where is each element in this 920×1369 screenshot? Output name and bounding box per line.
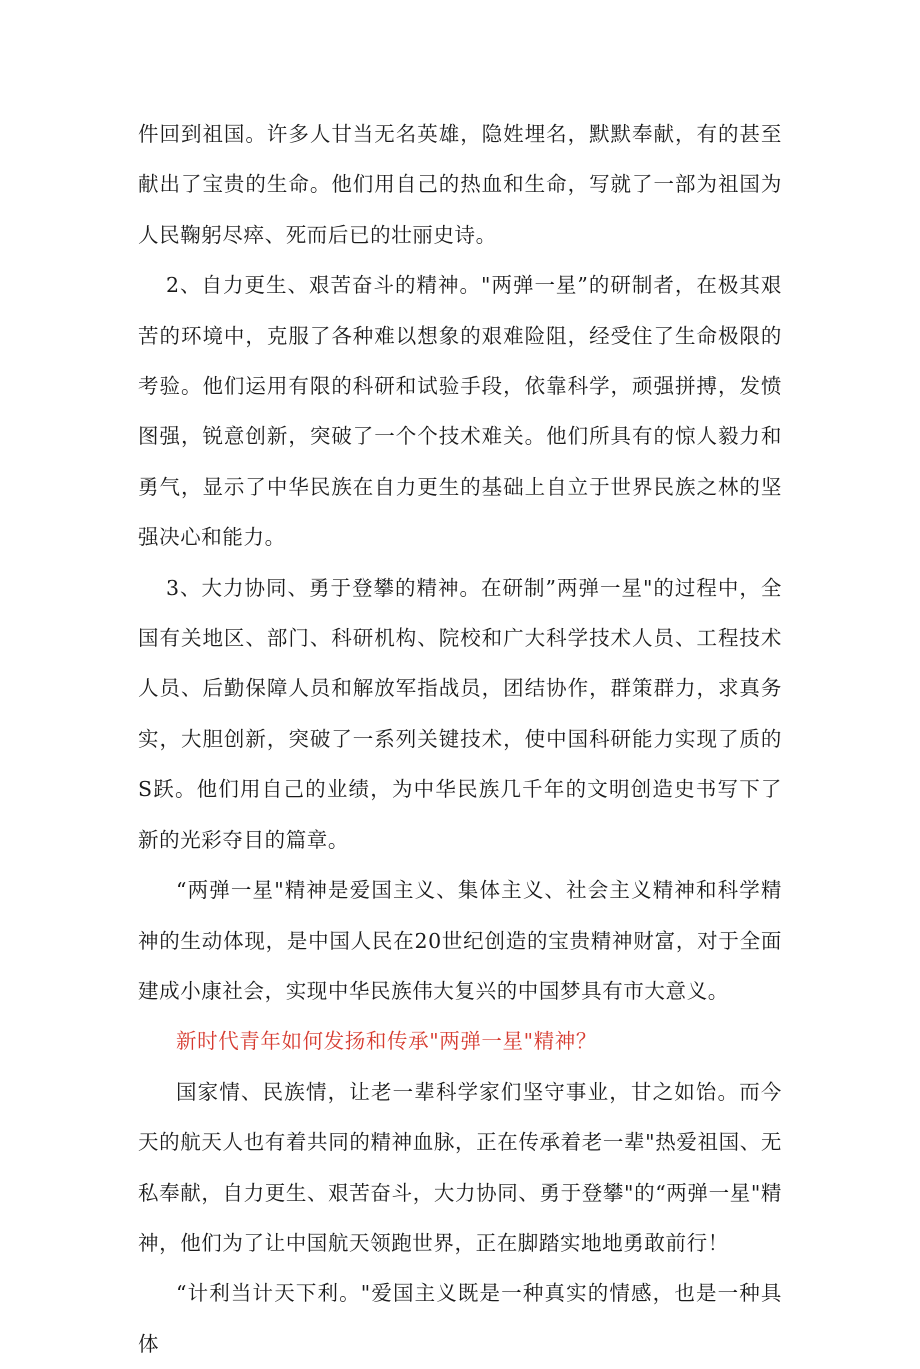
paragraph-spirit-cooperation: 3、大力协同、勇于登攀的精神。在研制”两弹一星"的过程中，全国有关地区、部门、科研机构、院校和广大科学技术人员、工程技术人员、后勤保障人员和解放军指战员，团结协作，群策群力，求真务实，大胆创新，突破了一系列关键技术，使中国科研能力实现了质的S跃。他们用自己的业绩，为中华民族几千年的文明创造史书写下了新的光彩夺目的篇章。 <box>138 575 782 852</box>
section-heading: 新时代青年如何发扬和传承"两弹一星"精神？ <box>176 1029 597 1054</box>
paragraph-new-era: 国家情、民族情，让老一辈科学家们坚守事业，甘之如饴。而今天的航天人也有着共同的精神血脉，正在传承着老一辈"热爱祖国、无私奉献，自力更生、艰苦奋斗，大力协同、勇于登攀"的“两弹一星"精神，他们为了让中国航天领跑世界，正在脚踏实地地勇敢前行！ <box>138 1079 782 1255</box>
paragraph-continuation: 件回到祖国。许多人甘当无名英雄，隐姓埋名，默默奉献，有的甚至献出了宝贵的生命。他们用自己的热血和生命，写就了一部为祖国为人民鞠躬尽瘁、死而后已的壮丽史诗。 <box>138 122 782 247</box>
paragraph-spirit-self-reliance: 2、自力更生、艰苦奋斗的精神。"两弹一星”的研制者，在极其艰苦的环境中，克服了各种难以想象的艰难险阻，经受住了生命极限的考验。他们运用有限的科研和试验手段，依靠科学，顽强拼搏，发愤图强，锐意创新，突破了一个个技术难关。他们所具有的惊人毅力和勇气，显示了中华民族在自力更生的基础上自立于世界民族之林的坚强决心和能力。 <box>138 273 782 550</box>
paragraph-spirit-summary: “两弹一星"精神是爱国主义、集体主义、社会主义精神和科学精神的生动体现，是中国人民在20世纪创造的宝贵精神财富，对于全面建成小康社会，实现中华民族伟大复兴的中国梦具有市大意义。 <box>138 878 782 1003</box>
document-body <box>138 109 782 1369</box>
paragraph-patriotism: “计利当计天下利。"爱国主义既是一种真实的情感，也是一种具体 <box>138 1281 782 1356</box>
